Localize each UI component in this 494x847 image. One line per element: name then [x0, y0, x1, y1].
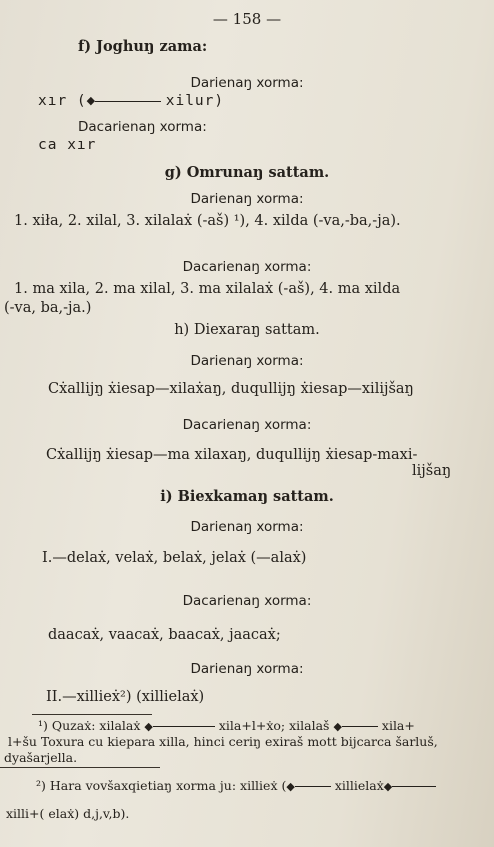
section-i-ii-line: II.—xillieẋ²) (xillielaẋ): [46, 689, 205, 705]
section-g-dacarienan-label: Dacarienaŋ xorma:: [182, 259, 312, 275]
footnote-1-part-b: xila+l+ẋo; xilalaš: [218, 718, 330, 733]
dash-rule: [153, 726, 215, 727]
section-g-darienan-line: 1. xiła, 2. xilal, 3. xilalaẋ (-aš) ¹), 4. xilda (-va,-ba,-ja).: [14, 213, 401, 229]
footnote-1-line1: [38, 718, 415, 735]
section-h-darienan-line: Cẋallijŋ ẋiesap—xilaẋaŋ, duqullijŋ ẋiesap—xilijšaŋ: [48, 381, 414, 397]
dash-rule: [342, 726, 378, 727]
section-i-heading: i) Biexkamaŋ sattam.: [160, 488, 334, 505]
footnote-1-line3: dyašarjella.: [4, 750, 78, 765]
section-f-darienan-end: xilur): [165, 93, 225, 109]
diamond-icon: ◆: [383, 779, 393, 793]
section-i-darienan-label-2: Darienaŋ xorma:: [190, 661, 304, 677]
footnote-1-line2: l+šu Toxura cu kiepara xilla, hinci ceriŋ exiraš mott bijcarca šarluš,: [8, 734, 438, 749]
diamond-icon: ◆: [286, 779, 295, 793]
diamond-icon: ◆: [86, 94, 96, 107]
section-g-heading: g) Omrunaŋ sattam.: [164, 164, 330, 181]
footnote-divider: [32, 714, 152, 715]
section-i-dacarienan-label: Dacarienaŋ xorma:: [182, 593, 312, 609]
section-g-dacarienan-line2: (-va, ba,-ja.): [4, 300, 92, 316]
section-h-heading: h) Diexaraŋ sattam.: [174, 322, 320, 338]
footnote-2-part-b: xillielaẋ: [334, 778, 384, 793]
section-i-dacarienan-line: daacaẋ, vaacaẋ, baacaẋ, jaacaẋ;: [48, 627, 281, 643]
footnote-1-part-a: ¹) Quzaẋ: xilalaẋ: [38, 718, 141, 733]
diamond-icon: ◆: [333, 719, 342, 733]
section-h-dacarienan-line1: Cẋallijŋ ẋiesap—ma xilaxaŋ, duqullijŋ ẋiesap-maxi-: [46, 447, 418, 463]
section-f-darienan-label: Darienaŋ xorma:: [190, 75, 304, 91]
section-h-dacarienan-label: Dacarienaŋ xorma:: [182, 417, 312, 433]
dash-rule: [392, 786, 436, 787]
section-f-darienan-start: xır (: [38, 93, 87, 109]
dash-rule: [95, 101, 161, 102]
diamond-icon: ◆: [144, 719, 153, 733]
footnote-1-part-c: xila+: [381, 718, 415, 733]
section-i-darienan-label: Darienaŋ xorma:: [190, 519, 304, 535]
section-h-dacarienan-line2: lijšaŋ: [412, 463, 452, 479]
section-i-darienan-line: I.—delaẋ, velaẋ, belaẋ, jelaẋ (—alaẋ): [42, 550, 307, 566]
page-number: — 158 —: [212, 10, 282, 28]
section-g-dacarienan-line1: 1. ma xila, 2. ma xilal, 3. ma xilalaẋ (-aš), 4. ma xilda: [14, 281, 401, 297]
section-g-darienan-label: Darienaŋ xorma:: [190, 191, 304, 207]
section-f-heading: f) Joghuŋ zama:: [78, 38, 208, 55]
section-f-darienan-line: [38, 92, 224, 110]
section-h-darienan-label: Darienaŋ xorma:: [190, 353, 304, 369]
footnote-2-line2: xilli+( elaẋ) d,j,v,b).: [6, 806, 130, 821]
section-f-dacarienan-line: ca xır: [38, 137, 97, 153]
dash-rule: [295, 786, 331, 787]
footnote-divider-2: [0, 767, 160, 768]
section-f-dacarienan-label: Dacarienaŋ xorma:: [78, 119, 207, 135]
footnote-2-line1: [36, 778, 436, 795]
footnote-2-part-a: ²) Hara vovšaxqietiaŋ xorma ju: xillieẋ (: [36, 778, 287, 793]
